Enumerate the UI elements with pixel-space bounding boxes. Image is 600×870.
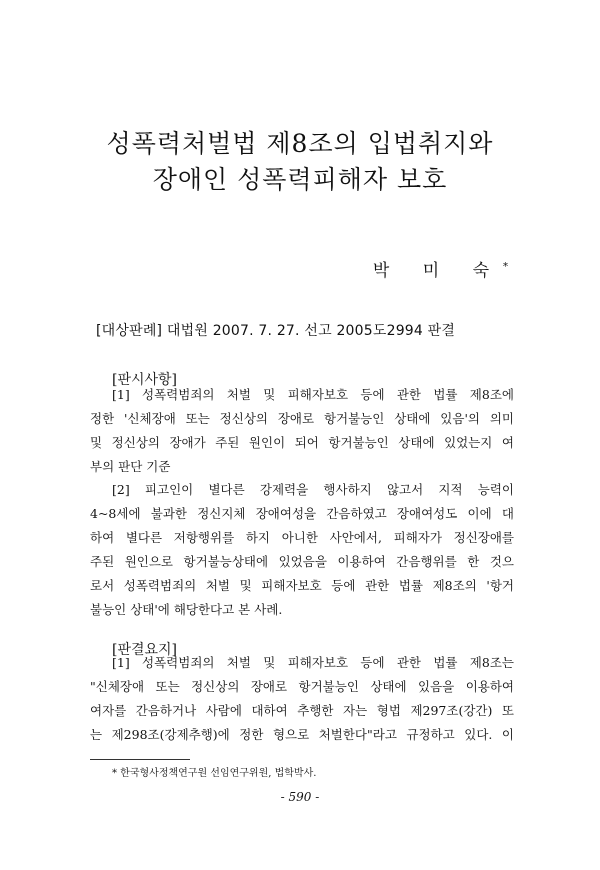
- text-line: [2] 피고인이 별다른 강제력을 행사하지 않고서 지적 능력이: [112, 482, 514, 497]
- holdings-item-2: [90, 478, 514, 622]
- text-line: [1] 성폭력범죄의 처벌 및 피해자보호 등에 관한 법률 제8조에: [112, 387, 514, 402]
- case-header: [대상판례] 대법원 2007. 7. 27. 선고 2005도2994 판결: [96, 323, 456, 339]
- text-line: 정한 '신체장애 또는 정신상의 장애로 항거불능인 상태에 있음'의 의미: [90, 411, 514, 426]
- summary-item-1: [90, 651, 514, 747]
- text-line: 하여 별다른 저항행위를 하지 아니한 사안에서, 피해자가 정신장애를: [90, 530, 514, 545]
- text-line: 여자를 간음하거나 사람에 대하여 추행한 자는 형법 제297조(강간) 또: [90, 703, 514, 718]
- page-number: - 590 -: [280, 790, 320, 804]
- text-line: 및 정신상의 장애가 주된 원인이 되어 항거불능인 상태에 있었는지 여: [90, 435, 514, 450]
- section-heading-holdings: [판시사항]: [112, 372, 178, 388]
- section-heading-summary: [판결요지]: [112, 642, 178, 658]
- text-line: 주된 원인으로 항거불능상태에 있었음을 이용하여 간음행위를 한 것으: [90, 554, 514, 569]
- footnote: * 한국형사정책연구원 선임연구위원, 법학박사.: [112, 768, 317, 779]
- text-line: 4~8세에 불과한 정신지체 장애여성을 간음하였고 장애여성도 이에 대: [90, 506, 514, 521]
- text-line: [1] 성폭력범죄의 처벌 및 피해자보호 등에 관한 법률 제8조는: [112, 655, 514, 670]
- author-footnote-mark: *: [503, 261, 508, 273]
- text-line: "신체장애 또는 정신상의 장애로 항거불능인 상태에 있음을 이용하여: [90, 679, 514, 694]
- author-name: 박 미 숙: [372, 261, 503, 281]
- title-line-1: 성폭력처벌법 제8조의 입법취지와: [106, 129, 494, 158]
- author: [373, 256, 508, 281]
- text-line: 로서 성폭력범죄의 처벌 및 피해자보호 등에 관한 법률 제8조의 '항거: [90, 578, 514, 593]
- text-line: 부의 판단 기준: [90, 459, 171, 474]
- title-line-2: 장애인 성폭력피해자 보호: [152, 165, 448, 194]
- text-line: 는 제298조(강제추행)에 정한 형으로 처벌한다"라고 규정하고 있다. 이: [90, 727, 514, 742]
- holdings-item-1: [90, 383, 514, 479]
- text-line: 불능인 상태'에 해당한다고 본 사례.: [90, 602, 283, 617]
- footnote-divider: [90, 759, 190, 760]
